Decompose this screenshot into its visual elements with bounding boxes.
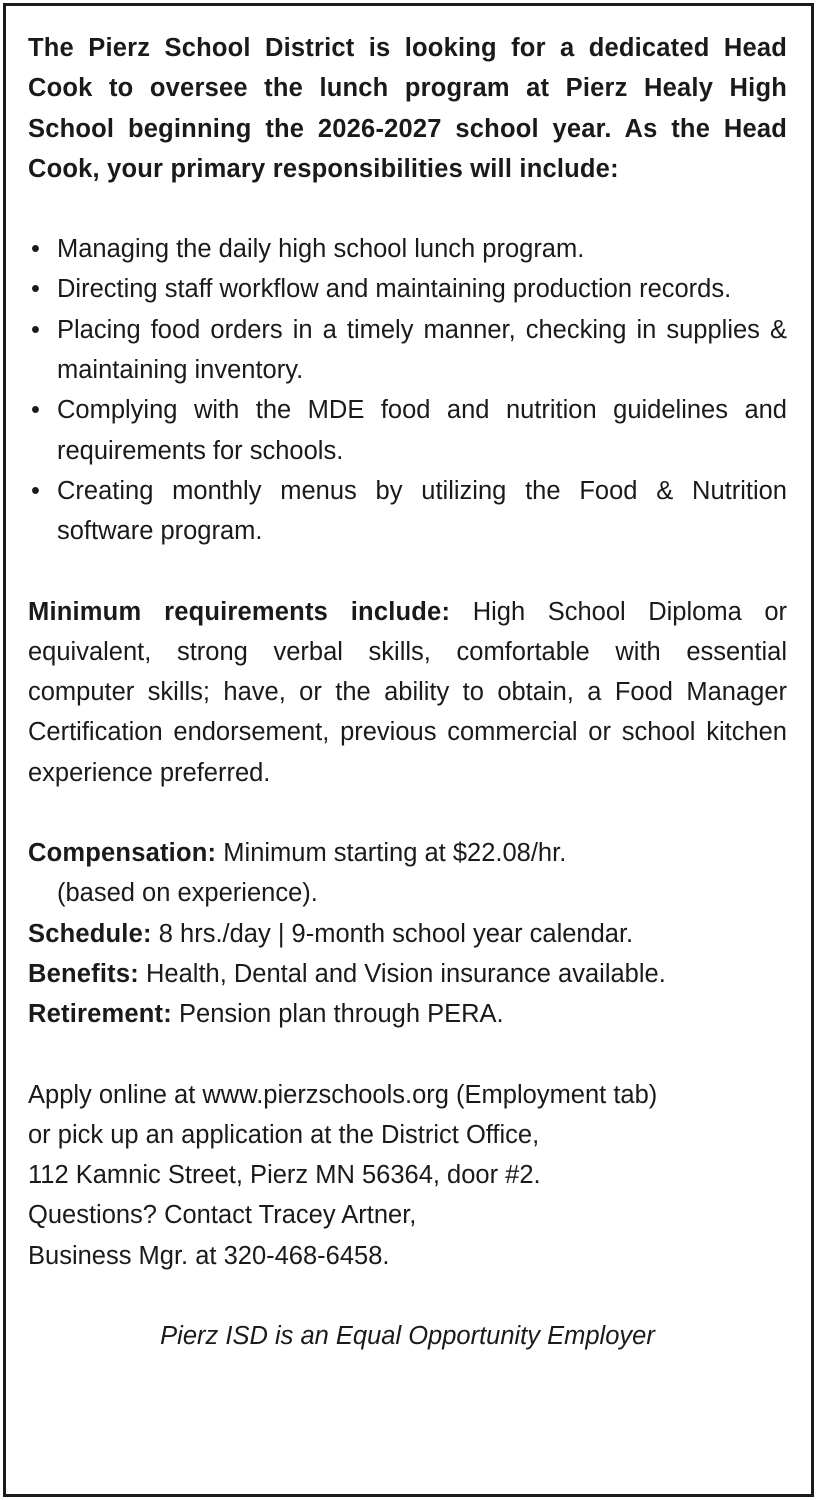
- apply-line: Questions? Contact Tracey Artner,: [28, 1201, 417, 1230]
- benefits-line: [28, 954, 787, 994]
- bullet-icon: •: [31, 235, 40, 264]
- bullet-icon: •: [31, 396, 40, 425]
- compensation-text: Minimum starting at $22.08/hr.: [223, 839, 567, 868]
- duty-text: Complying with the MDE food and nutrition guidelines and requirements for schools.: [57, 396, 787, 465]
- intro-paragraph: The Pierz School District is looking for a dedicated Head Cook to oversee the lunch program at Pierz Healy High School beginning the 2026-2027 school year. As the Head Cook, your primary responsibilities will include:: [28, 34, 787, 183]
- requirements-text: High School Diploma or equivalent, strong verbal skills, comfortable with essential computer skills; have, or the ability to obtain, a Food Manager Certification endorsement, previous commercial or school kitchen experience preferred.: [28, 597, 787, 787]
- duty-item: [28, 310, 787, 391]
- benefits-text: Health, Dental and Vision insurance available.: [146, 959, 666, 988]
- apply-line: Apply online at www.pierzschools.org (Employment tab): [28, 1080, 658, 1109]
- bullet-icon: •: [31, 275, 40, 304]
- schedule-line: [28, 914, 787, 954]
- benefits-label: Benefits:: [28, 959, 139, 988]
- retirement-text: Pension plan through PERA.: [179, 1000, 504, 1029]
- retirement-label: Retirement:: [28, 1000, 172, 1029]
- retirement-line: [28, 994, 787, 1034]
- duty-text: Directing staff workflow and maintaining production records.: [57, 275, 732, 304]
- job-details: [28, 833, 787, 1034]
- schedule-text: 8 hrs./day | 9-month school year calendar.: [158, 919, 634, 948]
- duty-text: Creating monthly menus by utilizing the Food & Nutrition software program.: [57, 476, 787, 546]
- requirements-paragraph: [28, 592, 787, 793]
- duty-item: [28, 269, 787, 309]
- apply-instructions: [28, 1075, 787, 1276]
- schedule-label: Schedule:: [28, 919, 152, 948]
- apply-line: Business Mgr. at 320-468-6458.: [28, 1241, 390, 1270]
- apply-line: 112 Kamnic Street, Pierz MN 56364, door #2.: [28, 1161, 541, 1190]
- bullet-icon: •: [31, 315, 40, 344]
- bullet-icon: •: [31, 476, 40, 505]
- equal-opportunity-statement: Pierz ISD is an Equal Opportunity Employer: [160, 1322, 655, 1351]
- duty-item: [28, 229, 787, 269]
- compensation-note: (based on experience).: [57, 879, 318, 908]
- apply-line: or pick up an application at the District Office,: [28, 1120, 540, 1149]
- requirements-label: Minimum requirements include:: [28, 597, 451, 626]
- duties-list: [28, 229, 787, 551]
- compensation-line: [28, 833, 787, 873]
- job-ad-content: [28, 28, 787, 1356]
- compensation-label: Compensation:: [28, 839, 217, 868]
- duty-item: [28, 471, 787, 552]
- duty-text: Placing food orders in a timely manner, checking in supplies & maintaining inventory.: [57, 315, 787, 385]
- duty-text: Managing the daily high school lunch program.: [57, 235, 585, 264]
- duty-item: [28, 390, 787, 471]
